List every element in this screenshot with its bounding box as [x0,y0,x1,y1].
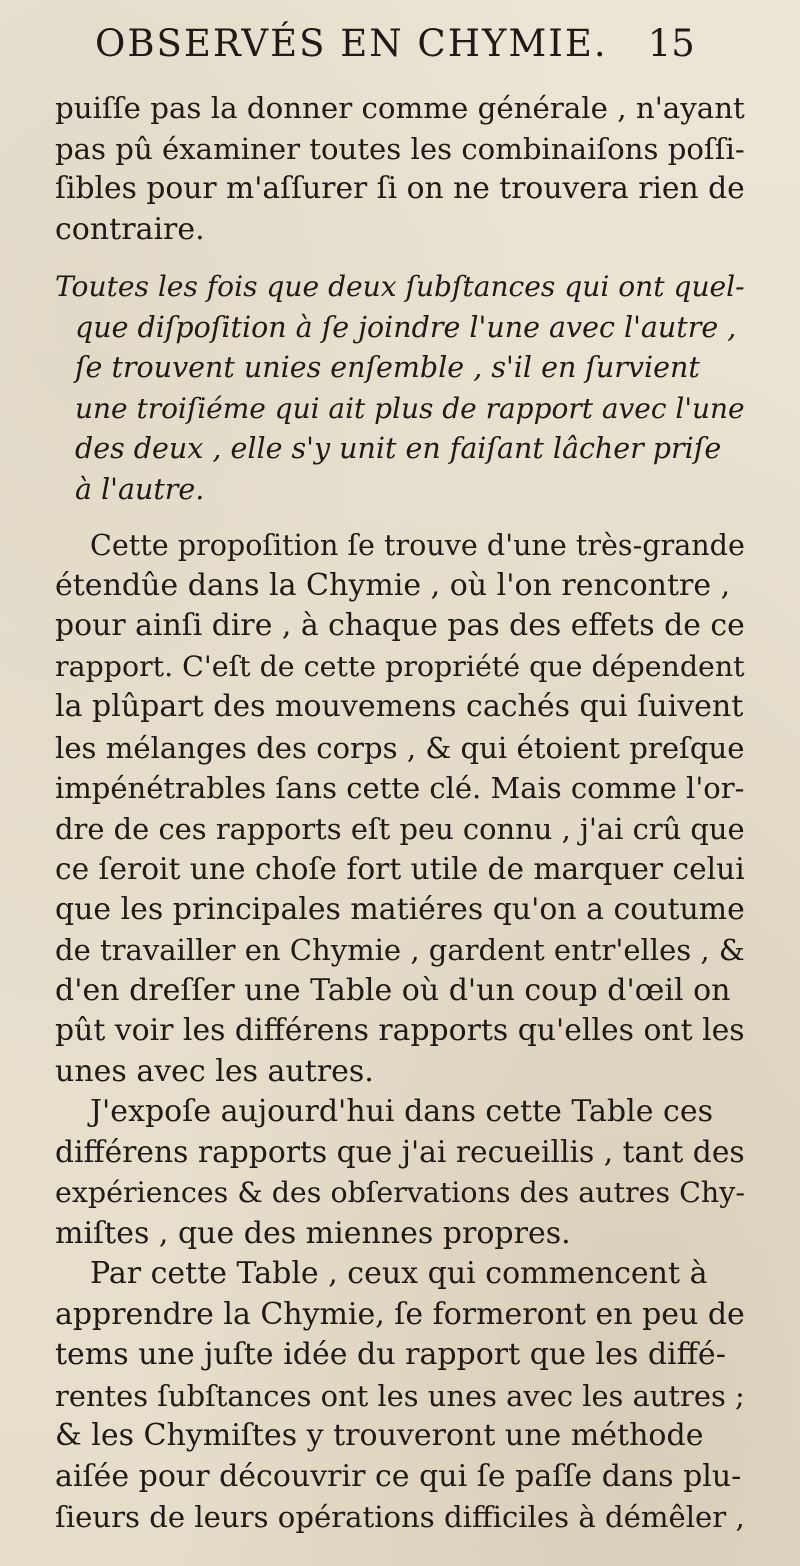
text-line: dre de ces rapports eſt peu connu , j'ai crû que [55,811,745,846]
text-line: Cette propoſition ſe trouve d'une très-grande [90,528,745,562]
page-number: 15 [647,22,695,65]
text-line: la plûpart des mouvemens cachés qui ſuivent [55,689,744,724]
text-line: pas pû éxaminer toutes les combinaiſons poſſi- [55,131,745,166]
text-line: de travailler en Chymie , gardent entr'elles , & [55,933,745,967]
text-line: différens rapports que j'ai recueillis , tant des [55,1134,745,1170]
text-line: & les Chymiſtes y trouveront une méthode [55,1418,704,1453]
text-line: unes avec les autres. [55,1053,374,1089]
text-line: Toutes les fois que deux ſubſtances qui ont quel- [55,270,745,303]
text-line: les mélanges des corps , & qui étoient preſque [55,730,745,765]
proposition-paragraph [55,267,745,510]
text-line: d'en dreſſer une Table où d'un coup d'œil on [55,972,731,1008]
text-line: une troiſiéme qui ait plus de rapport avec l'une [75,391,745,425]
running-head: OBSERVÉS EN CHYMIE. [95,22,608,65]
text-line: des deux , elle s'y unit en faiſant lâcher priſe [75,432,722,465]
text-line: que diſpoſition à ſe joindre l'une avec l'autre , [75,310,737,344]
text-line: Par cette Table , ceux qui commencent à [90,1256,708,1291]
text-line: ſieurs de leurs opérations difficiles à démêler , [55,1500,745,1534]
text-line: puiſſe pas la donner comme générale , n'ayant [55,91,745,125]
body-paragraph [55,525,745,1092]
text-line: miſtes , que des miennes propres. [55,1215,571,1251]
text-line: expériences & des obſervations des autres Chy- [55,1176,745,1209]
text-line: ſibles pour m'aſſurer ſi on ne trouvera rien de [55,171,745,206]
body-paragraph [55,1254,745,1538]
text-line: étendûe dans la Chymie , où l'on rencontre , [55,567,731,603]
text-line: aiſée pour découvrir ce qui ſe paſſe dans plu- [55,1458,742,1494]
text-line: impénétrables ſans cette clé. Mais comme l'or- [55,771,745,805]
body-paragraph [55,1092,745,1254]
text-line: rentes ſubſtances ont les unes avec les autres ; [55,1378,745,1413]
text-line: apprendre la Chymie, ſe formeront en peu de [55,1296,745,1332]
text-line: pût voir les différens rapports qu'elles ont les [55,1013,745,1048]
text-line: tems une juſte idée du rapport que les diffé- [55,1337,726,1372]
paragraph-continuation [55,88,745,250]
text-line: à l'autre. [75,472,205,506]
page-header [95,22,695,82]
text-line: que les principales matiéres qu'on a coutume [55,891,745,927]
text-line: contraire. [55,211,205,247]
text-line: rapport. C'eſt de cette propriété que dépendent [55,649,745,683]
text-line: J'expoſe aujourd'hui dans cette Table ces [90,1094,713,1129]
text-line: ce ſeroit une choſe fort utile de marquer celui [55,851,745,886]
text-line: pour ainſi dire , à chaque pas des effets de ce [55,608,745,643]
text-line: ſe trouvent unies enſemble , s'il en ſurvient [75,351,700,384]
